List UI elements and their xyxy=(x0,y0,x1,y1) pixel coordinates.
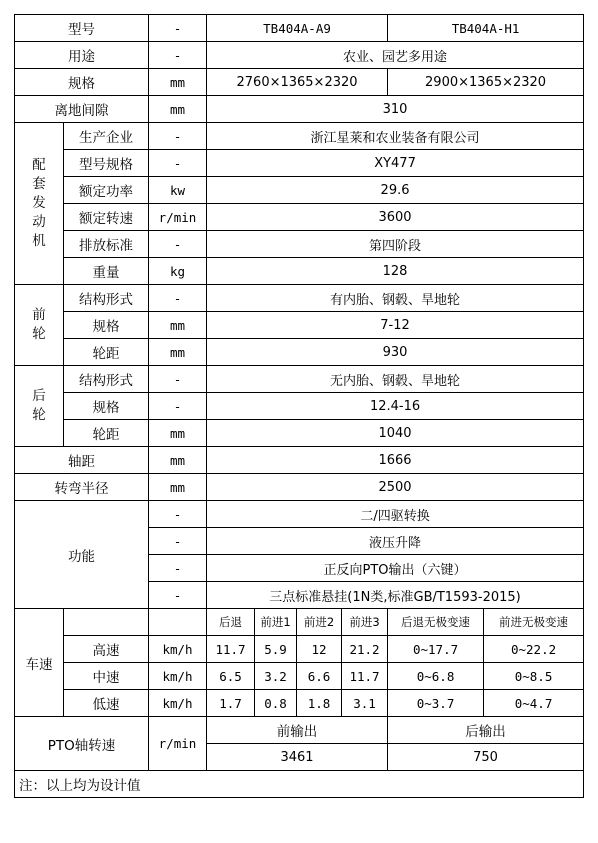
speed-high-1: 5.9 xyxy=(255,636,297,663)
row-turning xyxy=(15,474,584,501)
unit-speed-high: km/h xyxy=(149,636,207,663)
value-wheelbase: 1666 xyxy=(207,447,584,474)
label-engine-model: 型号规格 xyxy=(64,150,149,177)
row-engine-power xyxy=(15,177,584,204)
unit-engine-model: - xyxy=(149,150,207,177)
value-function-3: 正反向PTO输出（六键） xyxy=(207,555,584,582)
label-model: 型号 xyxy=(15,15,149,42)
group-rear-wheel: 后 轮 xyxy=(15,366,64,447)
label-speed-mid: 中速 xyxy=(64,663,149,690)
unit-speed-low: km/h xyxy=(149,690,207,717)
row-speed-header xyxy=(15,609,584,636)
unit-engine-emission: - xyxy=(149,231,207,258)
label-front-track: 轮距 xyxy=(64,339,149,366)
row-engine-speed xyxy=(15,204,584,231)
row-engine-emission xyxy=(15,231,584,258)
label-pto: PTO轴转速 xyxy=(15,717,149,771)
unit-model: - xyxy=(149,15,207,42)
label-engine-emission: 排放标准 xyxy=(64,231,149,258)
speed-header-forward3: 前进3 xyxy=(342,609,388,636)
speed-header-forward1: 前进1 xyxy=(255,609,297,636)
speed-low-3: 3.1 xyxy=(342,690,388,717)
unit-function-4: - xyxy=(149,582,207,609)
row-pto-header xyxy=(15,717,584,744)
row-wheelbase xyxy=(15,447,584,474)
speed-header-forward2: 前进2 xyxy=(297,609,342,636)
value-rear-structure: 无内胎、钢毂、旱地轮 xyxy=(207,366,584,393)
label-front-spec: 规格 xyxy=(64,312,149,339)
row-front-spec xyxy=(15,312,584,339)
label-turning: 转弯半径 xyxy=(15,474,149,501)
row-note xyxy=(15,771,584,798)
unit-wheelbase: mm xyxy=(149,447,207,474)
value-rear-track: 1040 xyxy=(207,420,584,447)
unit-turning: mm xyxy=(149,474,207,501)
speed-low-4: 0~3.7 xyxy=(388,690,484,717)
size-a9: 2760×1365×2320 xyxy=(207,69,388,96)
row-rear-structure xyxy=(15,366,584,393)
pto-rear-label: 后输出 xyxy=(388,717,584,744)
speed-low-5: 0~4.7 xyxy=(484,690,584,717)
value-use: 农业、园艺多用途 xyxy=(207,42,584,69)
label-rear-structure: 结构形式 xyxy=(64,366,149,393)
value-function-4: 三点标准悬挂(1N类,标准GB/T1593-2015) xyxy=(207,582,584,609)
label-front-structure: 结构形式 xyxy=(64,285,149,312)
pto-rear-value: 750 xyxy=(388,744,584,771)
speed-low-1: 0.8 xyxy=(255,690,297,717)
row-engine-model xyxy=(15,150,584,177)
speed-mid-3: 11.7 xyxy=(342,663,388,690)
unit-front-track: mm xyxy=(149,339,207,366)
unit-engine-maker: - xyxy=(149,123,207,150)
label-clearance: 离地间隙 xyxy=(15,96,149,123)
speed-header-unit-blank xyxy=(149,609,207,636)
model-h1: TB404A-H1 xyxy=(388,15,584,42)
speed-high-4: 0~17.7 xyxy=(388,636,484,663)
value-engine-model: XY477 xyxy=(207,150,584,177)
row-clearance xyxy=(15,96,584,123)
row-size xyxy=(15,69,584,96)
speed-low-0: 1.7 xyxy=(207,690,255,717)
value-front-track: 930 xyxy=(207,339,584,366)
speed-mid-4: 0~6.8 xyxy=(388,663,484,690)
speed-mid-0: 6.5 xyxy=(207,663,255,690)
speed-header-reverse: 后退 xyxy=(207,609,255,636)
value-function-1: 二/四驱转换 xyxy=(207,501,584,528)
value-rear-spec: 12.4-16 xyxy=(207,393,584,420)
model-a9: TB404A-A9 xyxy=(207,15,388,42)
label-speed-low: 低速 xyxy=(64,690,149,717)
footnote: 注：以上均为设计值 xyxy=(15,771,584,798)
label-use: 用途 xyxy=(15,42,149,69)
pto-front-value: 3461 xyxy=(207,744,388,771)
label-engine-maker: 生产企业 xyxy=(64,123,149,150)
unit-engine-speed: r/min xyxy=(149,204,207,231)
unit-front-structure: - xyxy=(149,285,207,312)
group-front-wheel: 前 轮 xyxy=(15,285,64,366)
unit-pto: r/min xyxy=(149,717,207,771)
row-engine-maker xyxy=(15,123,584,150)
row-front-track xyxy=(15,339,584,366)
speed-mid-2: 6.6 xyxy=(297,663,342,690)
unit-rear-spec: - xyxy=(149,393,207,420)
speed-low-2: 1.8 xyxy=(297,690,342,717)
unit-function-1: - xyxy=(149,501,207,528)
value-function-2: 液压升降 xyxy=(207,528,584,555)
unit-function-3: - xyxy=(149,555,207,582)
unit-size: mm xyxy=(149,69,207,96)
value-engine-emission: 第四阶段 xyxy=(207,231,584,258)
speed-header-blank xyxy=(64,609,149,636)
group-engine: 配 套 发 动 机 xyxy=(15,123,64,285)
speed-header-forward-cvt: 前进无极变速 xyxy=(484,609,584,636)
value-turning: 2500 xyxy=(207,474,584,501)
row-engine-weight xyxy=(15,258,584,285)
speed-mid-5: 0~8.5 xyxy=(484,663,584,690)
unit-function-2: - xyxy=(149,528,207,555)
label-rear-spec: 规格 xyxy=(64,393,149,420)
value-front-structure: 有内胎、钢毂、旱地轮 xyxy=(207,285,584,312)
row-use xyxy=(15,42,584,69)
size-h1: 2900×1365×2320 xyxy=(388,69,584,96)
value-engine-speed: 3600 xyxy=(207,204,584,231)
unit-speed-mid: km/h xyxy=(149,663,207,690)
label-speed-high: 高速 xyxy=(64,636,149,663)
speed-header-reverse-cvt: 后退无极变速 xyxy=(388,609,484,636)
label-rear-track: 轮距 xyxy=(64,420,149,447)
label-engine-weight: 重量 xyxy=(64,258,149,285)
unit-engine-weight: kg xyxy=(149,258,207,285)
unit-engine-power: kw xyxy=(149,177,207,204)
unit-use: - xyxy=(149,42,207,69)
label-wheelbase: 轴距 xyxy=(15,447,149,474)
label-speed: 车速 xyxy=(15,609,64,717)
row-function-1 xyxy=(15,501,584,528)
speed-high-3: 21.2 xyxy=(342,636,388,663)
value-engine-maker: 浙江星莱和农业装备有限公司 xyxy=(207,123,584,150)
label-engine-speed: 额定转速 xyxy=(64,204,149,231)
value-engine-weight: 128 xyxy=(207,258,584,285)
row-model xyxy=(15,15,584,42)
row-rear-spec xyxy=(15,393,584,420)
unit-rear-track: mm xyxy=(149,420,207,447)
unit-clearance: mm xyxy=(149,96,207,123)
label-function: 功能 xyxy=(15,501,149,609)
unit-rear-structure: - xyxy=(149,366,207,393)
row-speed-low xyxy=(15,690,584,717)
row-front-structure xyxy=(15,285,584,312)
value-clearance: 310 xyxy=(207,96,584,123)
speed-mid-1: 3.2 xyxy=(255,663,297,690)
row-speed-mid xyxy=(15,663,584,690)
label-size: 规格 xyxy=(15,69,149,96)
speed-high-0: 11.7 xyxy=(207,636,255,663)
unit-front-spec: mm xyxy=(149,312,207,339)
row-speed-high xyxy=(15,636,584,663)
speed-high-2: 12 xyxy=(297,636,342,663)
label-engine-power: 额定功率 xyxy=(64,177,149,204)
value-front-spec: 7-12 xyxy=(207,312,584,339)
speed-high-5: 0~22.2 xyxy=(484,636,584,663)
row-rear-track xyxy=(15,420,584,447)
value-engine-power: 29.6 xyxy=(207,177,584,204)
spec-table xyxy=(14,14,584,798)
pto-front-label: 前输出 xyxy=(207,717,388,744)
